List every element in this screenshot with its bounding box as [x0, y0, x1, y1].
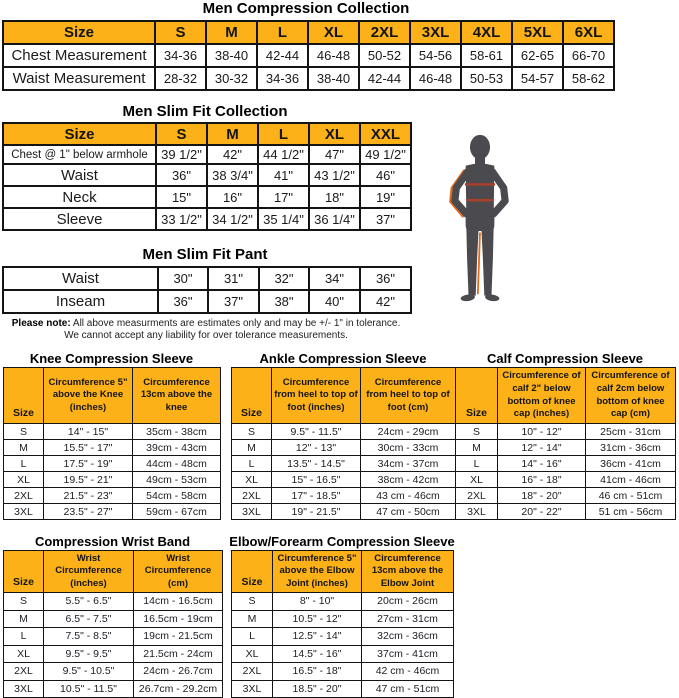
- cell: 37cm - 41cm: [362, 645, 454, 663]
- cell: 30": [158, 267, 208, 290]
- wrist-band-table: [3, 550, 223, 698]
- cell: 42": [207, 145, 258, 164]
- cell: 23.5" - 27": [44, 504, 133, 520]
- cell: 32": [259, 267, 309, 290]
- elbow-forearm-title: Elbow/Forearm Compression Sleeve: [229, 534, 455, 549]
- cell: 35cm - 38cm: [133, 424, 221, 440]
- cell: 14" - 16": [498, 456, 586, 472]
- table-header-row: [3, 21, 614, 44]
- cell: 40": [309, 290, 360, 313]
- column-header: Size: [3, 21, 155, 44]
- cell: 24cm - 26.7cm: [134, 663, 223, 681]
- column-header: Circumference 5" above the Elbow Joint (inches): [273, 551, 362, 593]
- column-header: 3XL: [410, 21, 461, 44]
- cell: 16.5cm - 19cm: [134, 610, 223, 628]
- column-header: Size: [456, 368, 498, 424]
- column-header: Size: [3, 123, 156, 145]
- size-cell: 3XL: [4, 680, 44, 698]
- cell: 39cm - 43cm: [133, 440, 221, 456]
- cell: 59cm - 67cm: [133, 504, 221, 520]
- cell: 54-56: [410, 44, 461, 67]
- cell: 19": [360, 186, 411, 208]
- cell: 5.5" - 6.5": [44, 593, 134, 611]
- cell: 38 3/4": [207, 164, 258, 186]
- cell: 18.5" - 20": [273, 680, 362, 698]
- size-cell: XL: [4, 645, 44, 663]
- table-row: [456, 456, 676, 472]
- cell: 26.7cm - 29.2cm: [134, 680, 223, 698]
- column-header: 2XL: [359, 21, 410, 44]
- cell: 17": [258, 186, 309, 208]
- size-cell: M: [456, 440, 498, 456]
- cell: 43 cm - 46cm: [361, 488, 456, 504]
- table-row: [232, 663, 454, 681]
- slim-fit-pant-title: Men Slim Fit Pant: [142, 246, 268, 263]
- column-header: Size: [4, 551, 44, 593]
- cell: 38-40: [308, 67, 359, 90]
- size-cell: 2XL: [456, 488, 498, 504]
- column-header: Circumference 5" above the Knee (inches): [44, 368, 133, 424]
- cell: 37": [360, 208, 411, 230]
- table-row: [4, 610, 223, 628]
- column-header: Circumference from heel to top of foot (inches): [272, 368, 361, 424]
- column-header: XL: [309, 123, 360, 145]
- cell: 18": [309, 186, 360, 208]
- column-header: M: [207, 123, 258, 145]
- compression-collection-table: [2, 20, 615, 91]
- calf-sleeve-title: Calf Compression Sleeve: [486, 351, 644, 366]
- column-header: XXL: [360, 123, 411, 145]
- table-row: [456, 504, 676, 520]
- size-cell: 2XL: [4, 663, 44, 681]
- cell: 32cm - 36cm: [362, 628, 454, 646]
- row-label: Neck: [3, 186, 156, 208]
- column-header: 5XL: [512, 21, 563, 44]
- cell: 16.5" - 18": [273, 663, 362, 681]
- elbow-forearm-table: [231, 550, 454, 698]
- ankle-sleeve-title: Ankle Compression Sleeve: [259, 351, 427, 366]
- cell: 27cm - 31cm: [362, 610, 454, 628]
- table-row: [232, 440, 456, 456]
- table-row: [3, 267, 411, 290]
- column-header: Size: [232, 551, 273, 593]
- cell: 46-48: [308, 44, 359, 67]
- calf-sleeve-table: [455, 367, 676, 520]
- cell: 49 1/2": [360, 145, 411, 164]
- row-label: Inseam: [3, 290, 158, 313]
- table-header-row: [232, 368, 456, 424]
- cell: 54-57: [512, 67, 563, 90]
- cell: 12.5" - 14": [273, 628, 362, 646]
- cell: 50-53: [461, 67, 512, 90]
- table-row: [4, 680, 223, 698]
- cell: 9.5" - 11.5": [272, 424, 361, 440]
- cell: 46": [360, 164, 411, 186]
- cell: 16" - 18": [498, 472, 586, 488]
- inseam-measure-line: [478, 232, 480, 294]
- cell: 15" - 16.5": [272, 472, 361, 488]
- size-cell: L: [4, 456, 44, 472]
- column-header: Circumference from heel to top of foot (cm): [361, 368, 456, 424]
- slim-fit-collection-title: Men Slim Fit Collection: [122, 103, 288, 120]
- size-cell: S: [4, 424, 44, 440]
- cell: 28-32: [155, 67, 206, 90]
- size-cell: S: [232, 593, 273, 611]
- table-row: [4, 593, 223, 611]
- cell: 24cm - 29cm: [361, 424, 456, 440]
- column-header: S: [156, 123, 207, 145]
- cell: 14.5" - 16": [273, 645, 362, 663]
- tolerance-note: [0, 318, 412, 342]
- cell: 19cm - 21.5cm: [134, 628, 223, 646]
- size-cell: M: [4, 440, 44, 456]
- table-row: [232, 645, 454, 663]
- cell: 47 cm - 50cm: [361, 504, 456, 520]
- row-label: Waist Measurement: [3, 67, 155, 90]
- column-header: Size: [4, 368, 44, 424]
- cell: 19.5" - 21": [44, 472, 133, 488]
- cell: 47 cm - 51cm: [362, 680, 454, 698]
- size-cell: 3XL: [4, 504, 44, 520]
- table-row: [456, 424, 676, 440]
- size-cell: XL: [232, 472, 272, 488]
- cell: 41": [258, 164, 309, 186]
- table-row: [3, 164, 411, 186]
- table-row: [4, 645, 223, 663]
- male-silhouette-figure: [444, 132, 516, 310]
- knee-sleeve-title: Knee Compression Sleeve: [29, 351, 194, 366]
- column-header: Circumference 13cm above the Elbow Joint: [362, 551, 454, 593]
- table-row: [232, 610, 454, 628]
- cell: 54cm - 58cm: [133, 488, 221, 504]
- cell: 20" - 22": [498, 504, 586, 520]
- table-row: [456, 440, 676, 456]
- knee-sleeve-table: [3, 367, 221, 520]
- note-line-2: We cannot accept any liability for over tolerance measurements.: [64, 330, 348, 341]
- cell: 62-65: [512, 44, 563, 67]
- cell: 34cm - 37cm: [361, 456, 456, 472]
- table-row: [4, 440, 221, 456]
- cell: 7.5" - 8.5": [44, 628, 134, 646]
- cell: 13.5" - 14.5": [272, 456, 361, 472]
- table-header-row: [4, 368, 221, 424]
- cell: 50-52: [359, 44, 410, 67]
- cell: 30-32: [206, 67, 257, 90]
- cell: 41cm - 46cm: [586, 472, 676, 488]
- column-header: Wrist Circumference (cm): [134, 551, 223, 593]
- cell: 42-44: [359, 67, 410, 90]
- size-cell: L: [4, 628, 44, 646]
- cell: 58-61: [461, 44, 512, 67]
- cell: 36": [156, 164, 207, 186]
- cell: 36": [158, 290, 208, 313]
- column-header: L: [258, 123, 309, 145]
- slim-fit-pant-table: [2, 266, 412, 314]
- table-row: [3, 186, 411, 208]
- table-header-row: [456, 368, 676, 424]
- cell: 34-36: [155, 44, 206, 67]
- cell: 36": [360, 267, 411, 290]
- cell: 51 cm - 56cm: [586, 504, 676, 520]
- cell: 15": [156, 186, 207, 208]
- table-row: [4, 472, 221, 488]
- row-label: Chest @ 1" below armhole: [3, 145, 156, 164]
- cell: 42": [360, 290, 411, 313]
- cell: 38": [259, 290, 309, 313]
- size-cell: M: [232, 610, 273, 628]
- cell: 6.5" - 7.5": [44, 610, 134, 628]
- table-header-row: [232, 551, 454, 593]
- cell: 39 1/2": [156, 145, 207, 164]
- cell: 38cm - 42cm: [361, 472, 456, 488]
- cell: 47": [309, 145, 360, 164]
- male-silhouette-icon: [444, 132, 516, 310]
- column-header: M: [206, 21, 257, 44]
- table-row: [3, 145, 411, 164]
- table-row: [3, 67, 614, 90]
- ankle-sleeve-table: [231, 367, 456, 520]
- table-row: [4, 504, 221, 520]
- cell: 43 1/2": [309, 164, 360, 186]
- cell: 34": [309, 267, 360, 290]
- cell: 33 1/2": [156, 208, 207, 230]
- column-header: S: [155, 21, 206, 44]
- column-header: L: [257, 21, 308, 44]
- cell: 46 cm - 51cm: [586, 488, 676, 504]
- cell: 42 cm - 46cm: [362, 663, 454, 681]
- cell: 36cm - 41cm: [586, 456, 676, 472]
- table-row: [232, 472, 456, 488]
- size-cell: L: [232, 628, 273, 646]
- table-header-row: [3, 123, 411, 145]
- cell: 31": [208, 267, 259, 290]
- cell: 38-40: [206, 44, 257, 67]
- size-cell: 3XL: [232, 504, 272, 520]
- table-row: [232, 424, 456, 440]
- cell: 34-36: [257, 67, 308, 90]
- table-row: [4, 663, 223, 681]
- cell: 8" - 10": [273, 593, 362, 611]
- cell: 44 1/2": [258, 145, 309, 164]
- size-cell: M: [4, 610, 44, 628]
- size-cell: 2XL: [4, 488, 44, 504]
- table-header-row: [4, 551, 223, 593]
- table-row: [232, 593, 454, 611]
- cell: 9.5" - 10.5": [44, 663, 134, 681]
- row-label: Waist: [3, 267, 158, 290]
- cell: 10.5" - 11.5": [44, 680, 134, 698]
- cell: 31cm - 36cm: [586, 440, 676, 456]
- column-header: Circumference of calf 2" below bottom of knee cap (inches): [498, 368, 586, 424]
- size-cell: 3XL: [456, 504, 498, 520]
- table-row: [4, 424, 221, 440]
- cell: 34 1/2": [207, 208, 258, 230]
- cell: 35 1/4": [258, 208, 309, 230]
- column-header: Size: [232, 368, 272, 424]
- wrist-band-title: Compression Wrist Band: [34, 534, 191, 549]
- cell: 10" - 12": [498, 424, 586, 440]
- note-text: All above measurments are estimates only and may be +/- 1" in tolerance.: [70, 318, 401, 329]
- table-row: [4, 456, 221, 472]
- table-row: [232, 504, 456, 520]
- table-row: [456, 488, 676, 504]
- table-row: [232, 456, 456, 472]
- cell: 46-48: [410, 67, 461, 90]
- cell: 66-70: [563, 44, 614, 67]
- cell: 17.5" - 19": [44, 456, 133, 472]
- cell: 36 1/4": [309, 208, 360, 230]
- cell: 10.5" - 12": [273, 610, 362, 628]
- column-header: 4XL: [461, 21, 512, 44]
- table-row: [3, 290, 411, 313]
- row-label: Sleeve: [3, 208, 156, 230]
- cell: 44cm - 48cm: [133, 456, 221, 472]
- cell: 9.5" - 9.5": [44, 645, 134, 663]
- cell: 19" - 21.5": [272, 504, 361, 520]
- cell: 21.5" - 23": [44, 488, 133, 504]
- table-row: [232, 628, 454, 646]
- size-cell: S: [4, 593, 44, 611]
- table-row: [456, 472, 676, 488]
- size-cell: L: [232, 456, 272, 472]
- cell: 14" - 15": [44, 424, 133, 440]
- cell: 18" - 20": [498, 488, 586, 504]
- column-header: Circumference 13cm above the knee: [133, 368, 221, 424]
- cell: 14cm - 16.5cm: [134, 593, 223, 611]
- cell: 21.5cm - 24cm: [134, 645, 223, 663]
- table-row: [3, 44, 614, 67]
- size-cell: 2XL: [232, 488, 272, 504]
- note-lead: Please note:: [11, 318, 71, 329]
- cell: 20cm - 26cm: [362, 593, 454, 611]
- cell: 58-62: [563, 67, 614, 90]
- cell: 12" - 14": [498, 440, 586, 456]
- row-label: Waist: [3, 164, 156, 186]
- cell: 12" - 13": [272, 440, 361, 456]
- cell: 30cm - 33cm: [361, 440, 456, 456]
- table-row: [232, 680, 454, 698]
- cell: 17" - 18.5": [272, 488, 361, 504]
- column-header: Wrist Circumference (inches): [44, 551, 134, 593]
- cell: 37": [208, 290, 259, 313]
- table-row: [4, 488, 221, 504]
- cell: 42-44: [257, 44, 308, 67]
- column-header: XL: [308, 21, 359, 44]
- cell: 49cm - 53cm: [133, 472, 221, 488]
- size-cell: M: [232, 440, 272, 456]
- cell: 25cm - 31cm: [586, 424, 676, 440]
- compression-collection-title: Men Compression Collection: [202, 0, 410, 17]
- table-row: [3, 208, 411, 230]
- size-cell: 3XL: [232, 680, 273, 698]
- column-header: 6XL: [563, 21, 614, 44]
- size-cell: XL: [456, 472, 498, 488]
- size-cell: L: [456, 456, 498, 472]
- size-cell: S: [232, 424, 272, 440]
- size-cell: S: [456, 424, 498, 440]
- size-cell: XL: [232, 645, 273, 663]
- cell: 16": [207, 186, 258, 208]
- cell: 15.5" - 17": [44, 440, 133, 456]
- size-cell: 2XL: [232, 663, 273, 681]
- size-cell: XL: [4, 472, 44, 488]
- table-row: [4, 628, 223, 646]
- table-row: [232, 488, 456, 504]
- row-label: Chest Measurement: [3, 44, 155, 67]
- note-line-1: [0, 318, 412, 330]
- column-header: Circumference of calf 2cm below bottom of knee cap (cm): [586, 368, 676, 424]
- slim-fit-collection-table: [2, 122, 412, 231]
